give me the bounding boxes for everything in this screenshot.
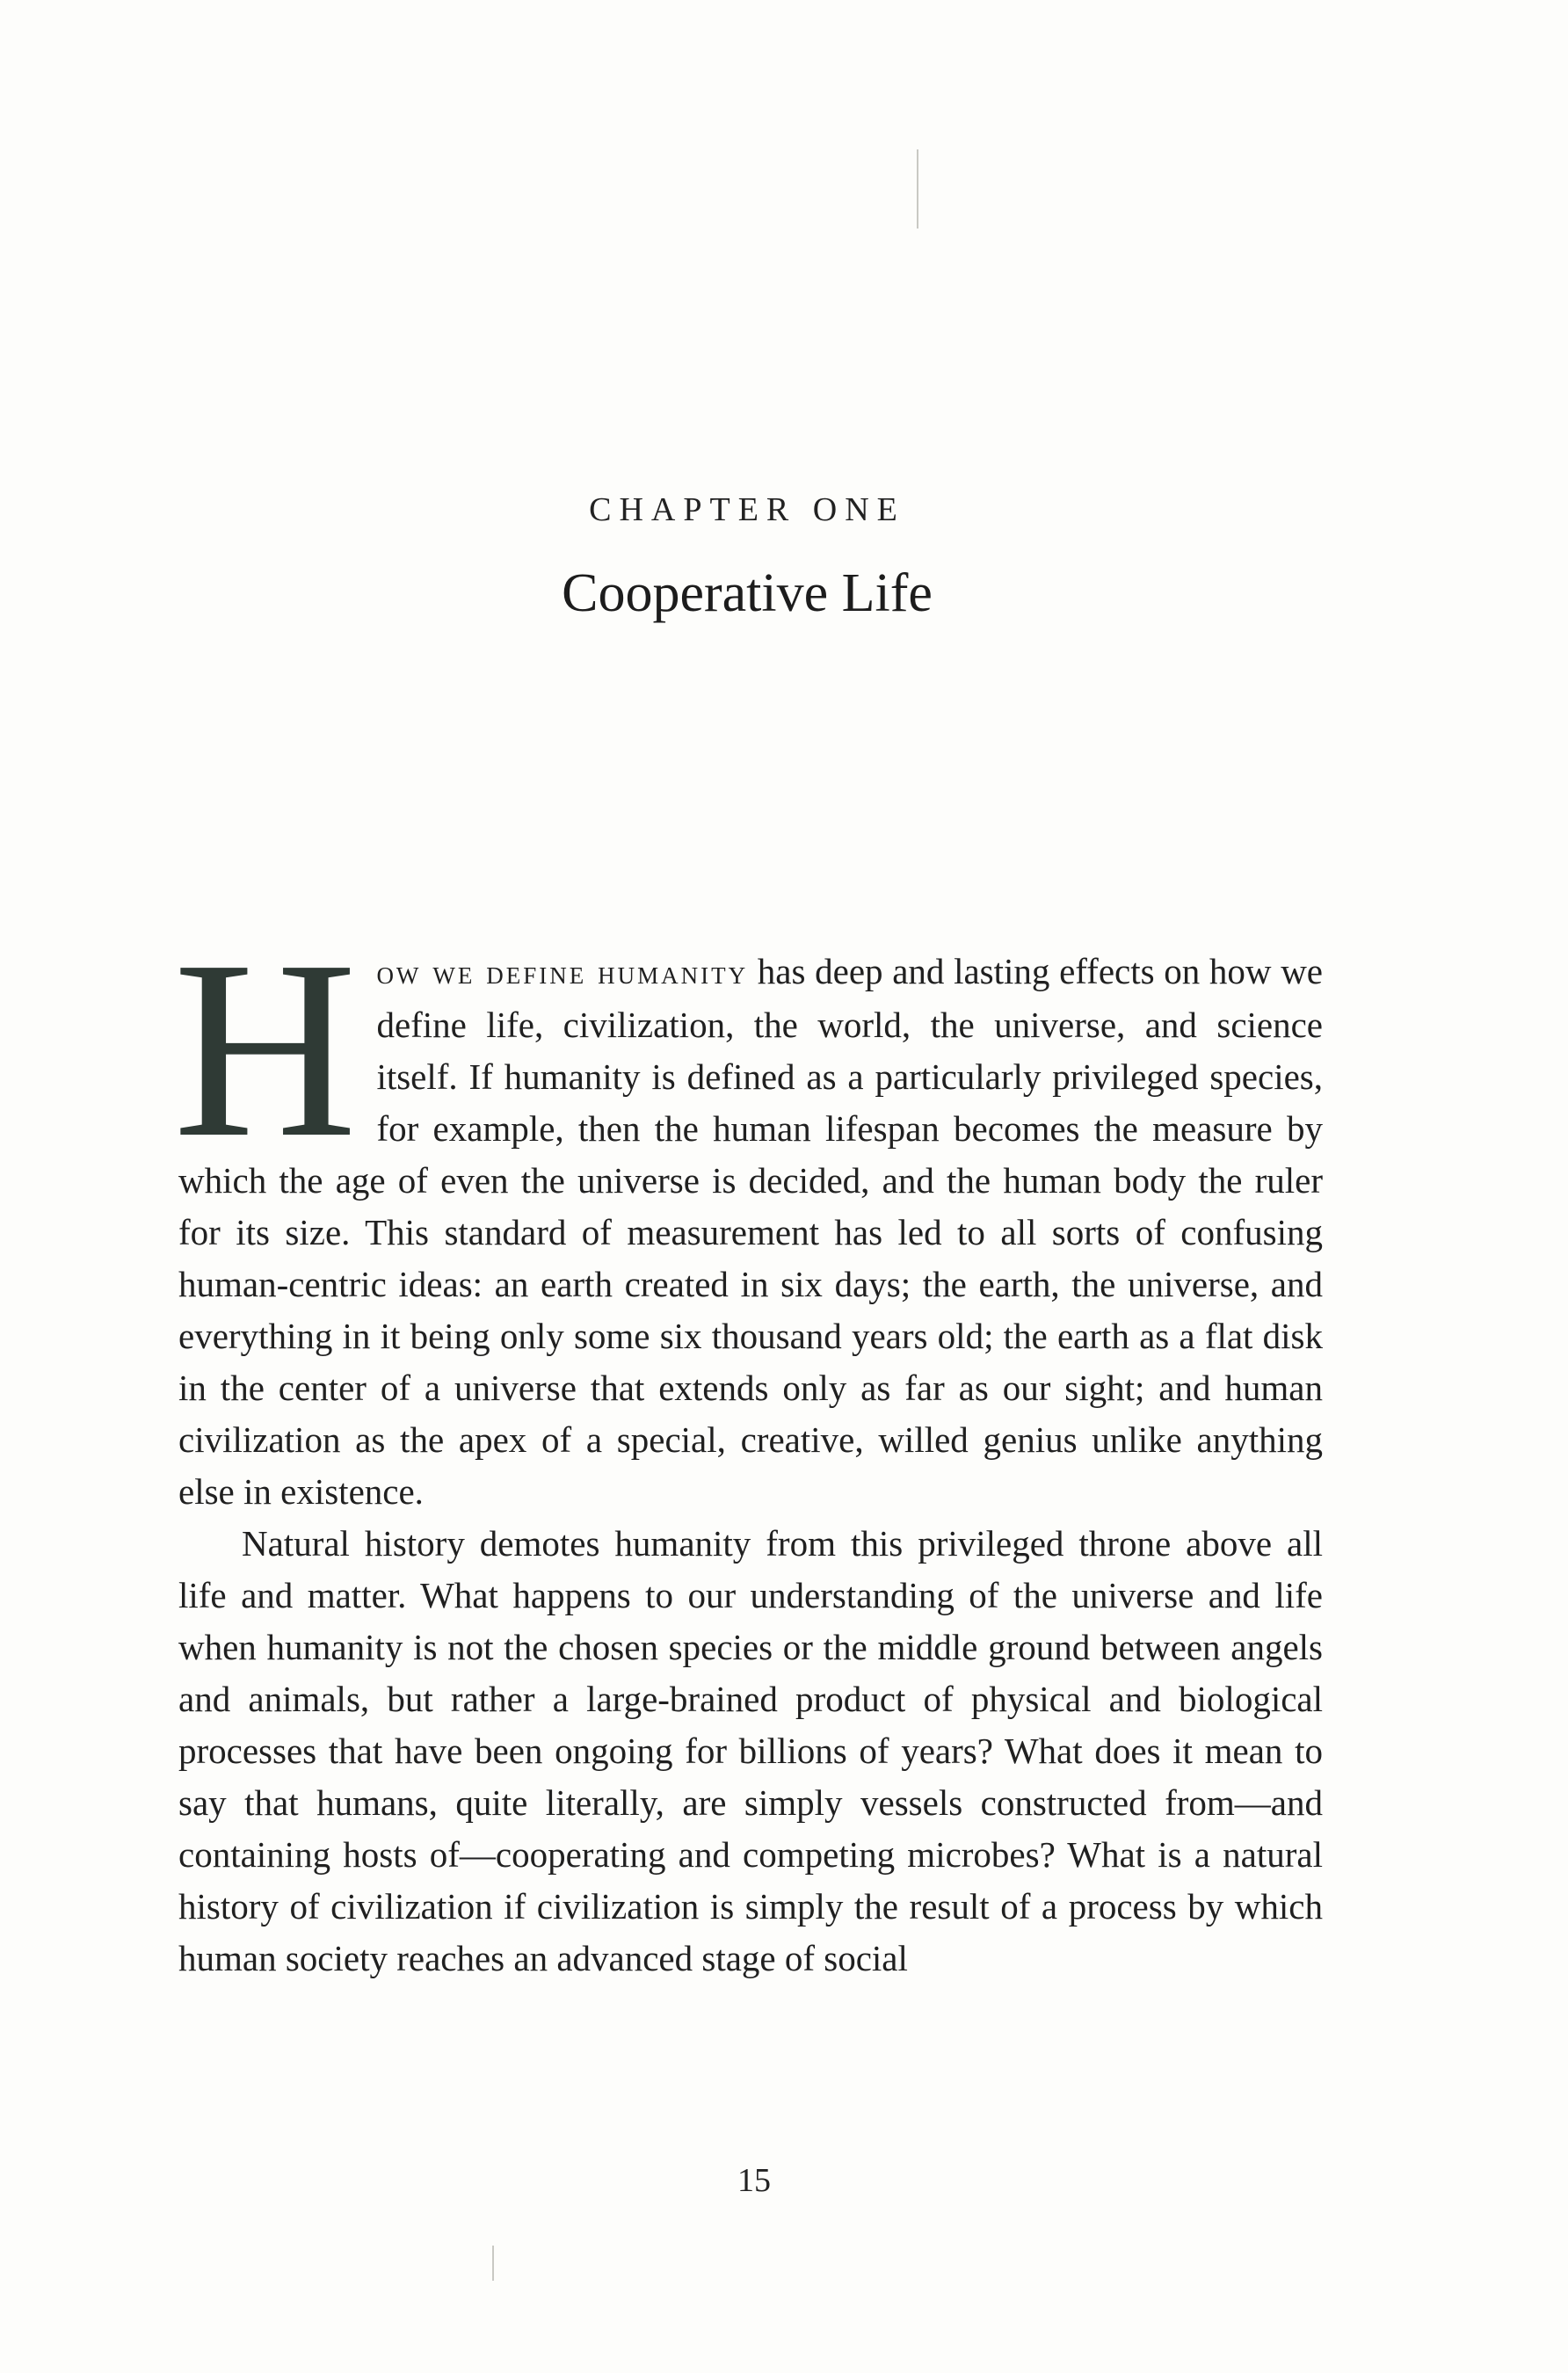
- paragraph-1: [173, 908, 1323, 1518]
- paragraph-1-text: has deep and lasting effects on how we define life, civilization, the world, the universe, and science itself. If humanity is defined as a particularly privileged species, for example, then the human lifespan becomes the measure by which the age of even the universe is decided, and the human body the ruler for its size. This standard of measurement has led to all sorts of confusing human-centric ideas: an earth created in six days; the earth, the universe, and everything in it being only some six thousand years old; the earth as a flat disk in the center of a universe that extends only as far as our sight; and human civilization as the apex of a special, creative, willed genius unlike anything else in existence.: [178, 951, 1323, 1512]
- lead-in-smallcaps: ow we define humanity: [376, 954, 749, 991]
- drop-cap: H: [173, 908, 358, 1190]
- chapter-title: Cooperative Life: [562, 563, 933, 623]
- chapter-label: CHAPTER ONE: [589, 491, 905, 528]
- page-number: 15: [737, 2162, 771, 2199]
- scan-artifact-line: [492, 2246, 494, 2281]
- scan-artifact-line: [917, 149, 918, 229]
- body-text: [173, 908, 1323, 1985]
- paragraph-2: Natural history demotes humanity from this privileged throne above all life and matter. What happens to our understanding of the universe and life when humanity is not the chosen species or the middle ground between angels and animals, but rather a large-brained product of physical and biological processes that have been ongoing for billions of years? What does it mean to say that humans, quite literally, are simply vessels constructed from—and containing hosts of—cooperating and competing microbes? What is a natural history of civilization if civilization is simply the result of a process by which human society reaches an advanced stage of social: [178, 1523, 1323, 1978]
